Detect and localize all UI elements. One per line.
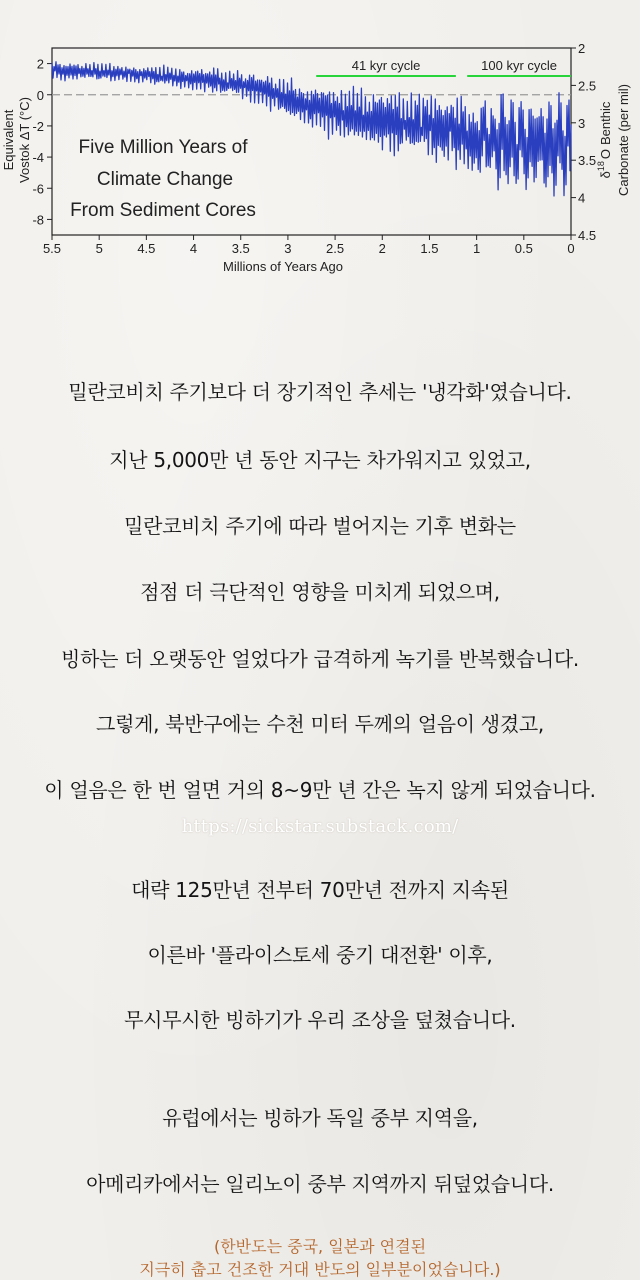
y-axis-right-label <box>596 84 631 196</box>
x-tick-label: 4.5 <box>137 241 156 256</box>
y-left-tick-label: -8 <box>32 212 44 228</box>
chart-title <box>70 137 256 221</box>
text-line-3: 밀란코비치 주기에 따라 벌어지는 기후 변화는 <box>124 514 516 538</box>
y-axis-left-label-line-2: Vostok ΔT (°C) <box>17 97 32 183</box>
y-axis-right-label-line-2: Carbonate (per mil) <box>616 84 631 196</box>
x-tick-label: 3 <box>284 241 292 256</box>
x-axis-label: Millions of Years Ago <box>223 259 343 274</box>
climate-chart <box>0 0 640 290</box>
x-tick-label: 5 <box>95 241 103 256</box>
y-axis-right-label-sup: 18 <box>596 161 606 172</box>
y-axis-right-label-benthic: Benthic <box>598 101 613 145</box>
y-axis-right-label-o: O <box>598 148 613 160</box>
annotation-100kyr-label: 100 kyr cycle <box>481 58 558 73</box>
text-line-11: 유럽에서는 빙하가 독일 중부 지역을, <box>162 1106 478 1130</box>
note-line-2: 지극히 춥고 건조한 거대 반도의 일부분이었습니다.) <box>139 1260 501 1279</box>
x-tick-label: 1.5 <box>420 241 439 256</box>
y-right-tick-label: 4 <box>578 190 586 206</box>
y-right-tick-label: 3.5 <box>578 153 597 169</box>
text-line-2: 지난 5,000만 년 동안 지구는 차가워지고 있었고, <box>109 448 531 472</box>
text-line-5: 빙하는 더 오랫동안 얼었다가 급격하게 녹기를 반복했습니다. <box>61 647 579 671</box>
annotation-41kyr-label: 41 kyr cycle <box>351 58 421 73</box>
x-tick-label: 3.5 <box>231 241 250 256</box>
cycle-annotations <box>316 58 571 76</box>
y-axis-left-label-line-1: Equivalent <box>1 109 16 171</box>
x-tick-label: 2.5 <box>326 241 345 256</box>
y-axis-left-label <box>1 97 32 183</box>
text-line-9: 이른바 '플라이스토세 중기 대전환' 이후, <box>147 943 493 967</box>
text-line-12: 아메리카에서는 일리노이 중부 지역까지 뒤덮었습니다. <box>86 1172 554 1196</box>
y-left-tick-label: 2 <box>36 56 44 72</box>
y-left-tick-label: -2 <box>32 118 44 134</box>
y-left-tick-label: -4 <box>32 150 44 166</box>
x-tick-label: 0 <box>567 241 575 256</box>
chart-svg <box>0 0 640 290</box>
x-tick-label: 1 <box>473 241 481 256</box>
y-right-tick-label: 3 <box>578 115 586 131</box>
y-left-tick-label: -6 <box>32 181 44 197</box>
watermark-url: https://sickstar.substack.com/ <box>181 816 459 837</box>
y-axis-right-label-delta: δ <box>598 171 613 179</box>
y-right-tick-label: 2 <box>578 41 586 56</box>
text-line-8: 대략 125만년 전부터 70만년 전까지 지속된 <box>131 878 509 902</box>
y-left-tick-label: 0 <box>36 87 44 103</box>
x-axis <box>43 235 575 256</box>
y-axis-right-label-line-1 <box>596 101 613 178</box>
text-line-1: 밀란코비치 주기보다 더 장기적인 추세는 '냉각화'였습니다. <box>68 380 572 404</box>
chart-title-line-3: From Sediment Cores <box>70 200 256 221</box>
chart-title-line-2: Climate Change <box>96 169 234 190</box>
y-axis-left <box>32 57 52 228</box>
text-line-7: 이 얼음은 한 번 얼면 거의 8~9만 년 간은 녹지 않게 되었습니다. <box>44 778 596 802</box>
y-right-tick-label: 4.5 <box>578 228 597 243</box>
y-axis-right <box>571 41 596 243</box>
x-tick-label: 2 <box>378 241 386 256</box>
text-line-6: 그렇게, 북반구에는 수천 미터 두께의 얼음이 생겼고, <box>96 712 544 736</box>
text-line-4: 점점 더 극단적인 영향을 미치게 되었으며, <box>140 580 500 604</box>
y-right-tick-label: 2.5 <box>578 78 597 94</box>
chart-title-line-1: Five Million Years of <box>78 137 248 158</box>
text-line-10: 무시무시한 빙하기가 우리 조상을 덮쳤습니다. <box>124 1008 516 1032</box>
note-line-1: (한반도는 중국, 일본과 연결된 <box>213 1237 427 1256</box>
x-tick-label: 4 <box>189 241 198 256</box>
x-tick-label: 0.5 <box>514 241 533 256</box>
x-tick-label: 5.5 <box>42 241 62 256</box>
